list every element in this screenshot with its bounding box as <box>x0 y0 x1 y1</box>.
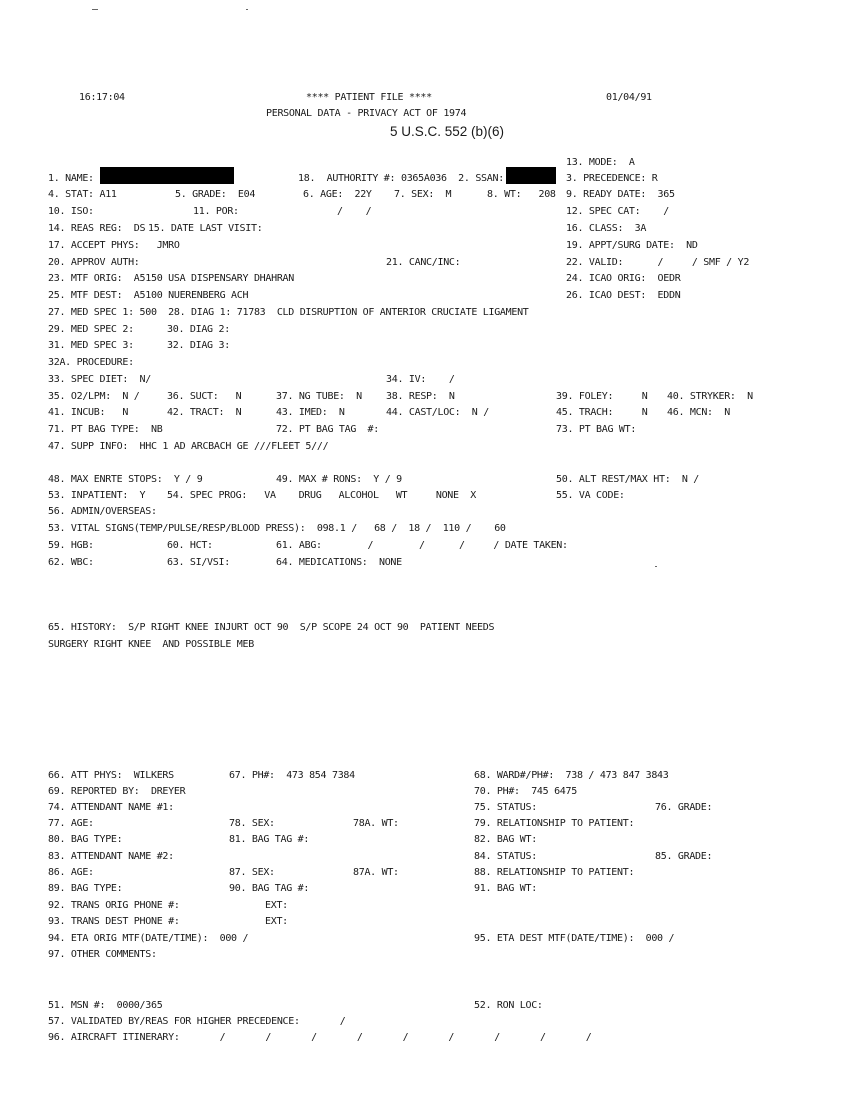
field-96-aircraft-itinerary: 96. AIRCRAFT ITINERARY: / / / / / / / / / <box>48 1032 592 1043</box>
field-83-attendant-name-2: 83. ATTENDANT NAME #2: <box>48 851 174 862</box>
field-84-status: 84. STATUS: <box>474 851 537 862</box>
field-36-suct: 36. SUCT: N <box>167 391 242 402</box>
scan-mark <box>246 9 248 10</box>
field-68-ward-phone: 68. WARD#/PH#: 738 / 473 847 3843 <box>474 770 669 781</box>
field-17-accept-phys: 17. ACCEPT PHYS: JMRO <box>48 240 180 251</box>
print-date: 01/04/91 <box>606 92 652 103</box>
field-8-wt: 8. WT: 208 <box>487 189 556 200</box>
field-92-trans-orig-phone: 92. TRANS ORIG PHONE #: <box>48 900 180 911</box>
document-title: **** PATIENT FILE **** <box>306 92 432 103</box>
field-12-spec-cat: 12. SPEC CAT: / <box>566 206 669 217</box>
field-63-si-vsi: 63. SI/VSI: <box>167 557 230 568</box>
field-89-bag-type: 89. BAG TYPE: <box>48 883 123 894</box>
field-93-trans-dest-phone: 93. TRANS DEST PHONE #: <box>48 916 180 927</box>
print-time: 16:17:04 <box>79 92 125 103</box>
field-27-med-spec-1: 27. MED SPEC 1: 500 28. DIAG 1: 71783 CLD DISRUPTION OF ANTERIOR CRUCIATE LIGAMENT <box>48 307 529 318</box>
field-69-reported-by: 69. REPORTED BY: DREYER <box>48 786 186 797</box>
field-52-ron-loc: 52. RON LOC: <box>474 1000 543 1011</box>
field-33-spec-diet: 33. SPEC DIET: N/ <box>48 374 151 385</box>
field-13-mode: 13. MODE: A <box>566 157 635 168</box>
field-18-authority: 18. AUTHORITY #: 0365A036 2. SSAN: <box>298 173 504 184</box>
field-25-mtf-dest: 25. MTF DEST: A5100 NUERENBERG ACH <box>48 290 249 301</box>
field-75-status: 75. STATUS: <box>474 802 537 813</box>
field-21-canc-inc: 21. CANC/INC: <box>386 257 461 268</box>
field-30-diag-2: 30. DIAG 2: <box>167 324 230 335</box>
field-45-trach: 45. TRACH: N <box>556 407 648 418</box>
field-4-stat: 4. STAT: A11 <box>48 189 117 200</box>
ssan-redaction <box>506 167 556 184</box>
field-41-incub: 41. INCUB: N <box>48 407 129 418</box>
scan-mark <box>92 9 98 10</box>
field-46-mcn: 46. MCN: N <box>667 407 730 418</box>
document-subtitle: PERSONAL DATA - PRIVACY ACT OF 1974 <box>266 108 467 119</box>
field-5-grade: 5. GRADE: E04 <box>175 189 256 200</box>
field-85-grade: 85. GRADE: <box>655 851 713 862</box>
field-87-sex: 87. SEX: <box>229 867 275 878</box>
field-3-precedence: 3. PRECEDENCE: R <box>566 173 658 184</box>
field-70-phone: 70. PH#: 745 6475 <box>474 786 577 797</box>
field-31-med-spec-3: 31. MED SPEC 3: <box>48 340 134 351</box>
field-66-att-phys: 66. ATT PHYS: WILKERS <box>48 770 174 781</box>
field-43-imed: 43. IMED: N <box>276 407 345 418</box>
scan-mark <box>655 566 657 567</box>
field-74-attendant-name-1: 74. ATTENDANT NAME #1: <box>48 802 174 813</box>
field-79-relationship: 79. RELATIONSHIP TO PATIENT: <box>474 818 635 829</box>
field-59-hgb: 59. HGB: <box>48 540 94 551</box>
field-72-pt-bag-tag: 72. PT BAG TAG #: <box>276 424 379 435</box>
privacy-exemption-stamp: 5 U.S.C. 552 (b)(6) <box>390 124 505 139</box>
field-77-age: 77. AGE: <box>48 818 94 829</box>
field-11-por: 11. POR: <box>193 206 239 217</box>
field-67-phone: 67. PH#: 473 854 7384 <box>229 770 355 781</box>
field-65-history: 65. HISTORY: S/P RIGHT KNEE INJURT OCT 90 S/P SCOPE 24 OCT 90 PATIENT NEEDS <box>48 622 495 633</box>
field-94-eta-orig-mtf: 94. ETA ORIG MTF(DATE/TIME): 000 / <box>48 933 249 944</box>
field-58-vital-signs: 53. VITAL SIGNS(TEMP/PULSE/RESP/BLOOD PRESS): 098.1 / 68 / 18 / 110 / 60 <box>48 523 506 534</box>
field-57-validated-by: 57. VALIDATED BY/REAS FOR HIGHER PRECEDENCE: / <box>48 1016 346 1027</box>
field-54-spec-prog: 54. SPEC PROG: VA DRUG ALCOHOL WT NONE X <box>167 490 476 501</box>
field-1-name: 1. NAME: <box>48 173 94 184</box>
field-50-alt-rest-max-ht: 50. ALT REST/MAX HT: N / <box>556 474 700 485</box>
field-37-ng-tube: 37. NG TUBE: N <box>276 391 362 402</box>
field-91-bag-wt: 91. BAG WT: <box>474 883 537 894</box>
field-24-icao-orig: 24. ICAO ORIG: OEDR <box>566 273 681 284</box>
field-7-sex: 7. SEX: M <box>394 189 452 200</box>
field-6-age: 6. AGE: 22Y <box>303 189 372 200</box>
field-86-age: 86. AGE: <box>48 867 94 878</box>
field-38-resp: 38. RESP: N <box>386 391 455 402</box>
field-71-pt-bag-type: 71. PT BAG TYPE: NB <box>48 424 163 435</box>
field-60-hct: 60. HCT: <box>167 540 213 551</box>
field-95-eta-dest-mtf: 95. ETA DEST MTF(DATE/TIME): 000 / <box>474 933 675 944</box>
field-16-class: 16. CLASS: 3A <box>566 223 647 234</box>
field-23-mtf-orig: 23. MTF ORIG: A5150 USA DISPENSARY DHAHRAN <box>48 273 294 284</box>
field-14-reas-reg: 14. REAS REG: DS <box>48 223 146 234</box>
field-19-appt-surg-date: 19. APPT/SURG DATE: ND <box>566 240 698 251</box>
field-49-max-rons: 49. MAX # RONS: Y / 9 <box>276 474 402 485</box>
field-22-valid: 22. VALID: / / SMF / Y2 <box>566 257 750 268</box>
field-por-slashes: / / <box>337 206 372 217</box>
field-53-inpatient: 53. INPATIENT: Y <box>48 490 146 501</box>
field-64-medications: 64. MEDICATIONS: NONE <box>276 557 402 568</box>
field-9-ready-date: 9. READY DATE: 365 <box>566 189 675 200</box>
field-20-approv-auth: 20. APPROV AUTH: <box>48 257 140 268</box>
field-62-wbc: 62. WBC: <box>48 557 94 568</box>
field-87a-wt: 87A. WT: <box>353 867 399 878</box>
field-40-stryker: 40. STRYKER: N <box>667 391 753 402</box>
field-47-supp-info: 47. SUPP INFO: HHC 1 AD ARCBACH GE ///FLEET 5/// <box>48 441 329 452</box>
field-93-ext: EXT: <box>265 916 288 927</box>
field-56-admin-overseas: 56. ADMIN/OVERSEAS: <box>48 506 157 517</box>
field-29-med-spec-2: 29. MED SPEC 2: <box>48 324 134 335</box>
field-32-diag-3: 32. DIAG 3: <box>167 340 230 351</box>
field-42-tract: 42. TRACT: N <box>167 407 242 418</box>
field-44-cast-loc: 44. CAST/LOC: N / <box>386 407 489 418</box>
field-73-pt-bag-wt: 73. PT BAG WT: <box>556 424 637 435</box>
field-97-other-comments: 97. OTHER COMMENTS: <box>48 949 157 960</box>
field-15-date-last-visit: 15. DATE LAST VISIT: <box>148 223 263 234</box>
field-34-iv: 34. IV: / <box>386 374 455 385</box>
field-81-bag-tag: 81. BAG TAG #: <box>229 834 310 845</box>
field-78a-wt: 78A. WT: <box>353 818 399 829</box>
field-39-foley: 39. FOLEY: N <box>556 391 648 402</box>
field-88-relationship: 88. RELATIONSHIP TO PATIENT: <box>474 867 635 878</box>
field-32a-procedure: 32A. PROCEDURE: <box>48 357 134 368</box>
field-65-history-continued: SURGERY RIGHT KNEE AND POSSIBLE MEB <box>48 639 254 650</box>
field-76-grade: 76. GRADE: <box>655 802 713 813</box>
name-redaction <box>100 167 234 184</box>
field-10-iso: 10. ISO: <box>48 206 94 217</box>
field-90-bag-tag: 90. BAG TAG #: <box>229 883 310 894</box>
field-82-bag-wt: 82. BAG WT: <box>474 834 537 845</box>
field-55-va-code: 55. VA CODE: <box>556 490 625 501</box>
field-51-msn: 51. MSN #: 0000/365 <box>48 1000 163 1011</box>
field-48-max-enrte-stops: 48. MAX ENRTE STOPS: Y / 9 <box>48 474 203 485</box>
field-92-ext: EXT: <box>265 900 288 911</box>
field-35-o2-lpm: 35. O2/LPM: N / <box>48 391 140 402</box>
field-78-sex: 78. SEX: <box>229 818 275 829</box>
field-80-bag-type: 80. BAG TYPE: <box>48 834 123 845</box>
field-26-icao-dest: 26. ICAO DEST: EDDN <box>566 290 681 301</box>
field-61-abg: 61. ABG: / / / / DATE TAKEN: <box>276 540 568 551</box>
